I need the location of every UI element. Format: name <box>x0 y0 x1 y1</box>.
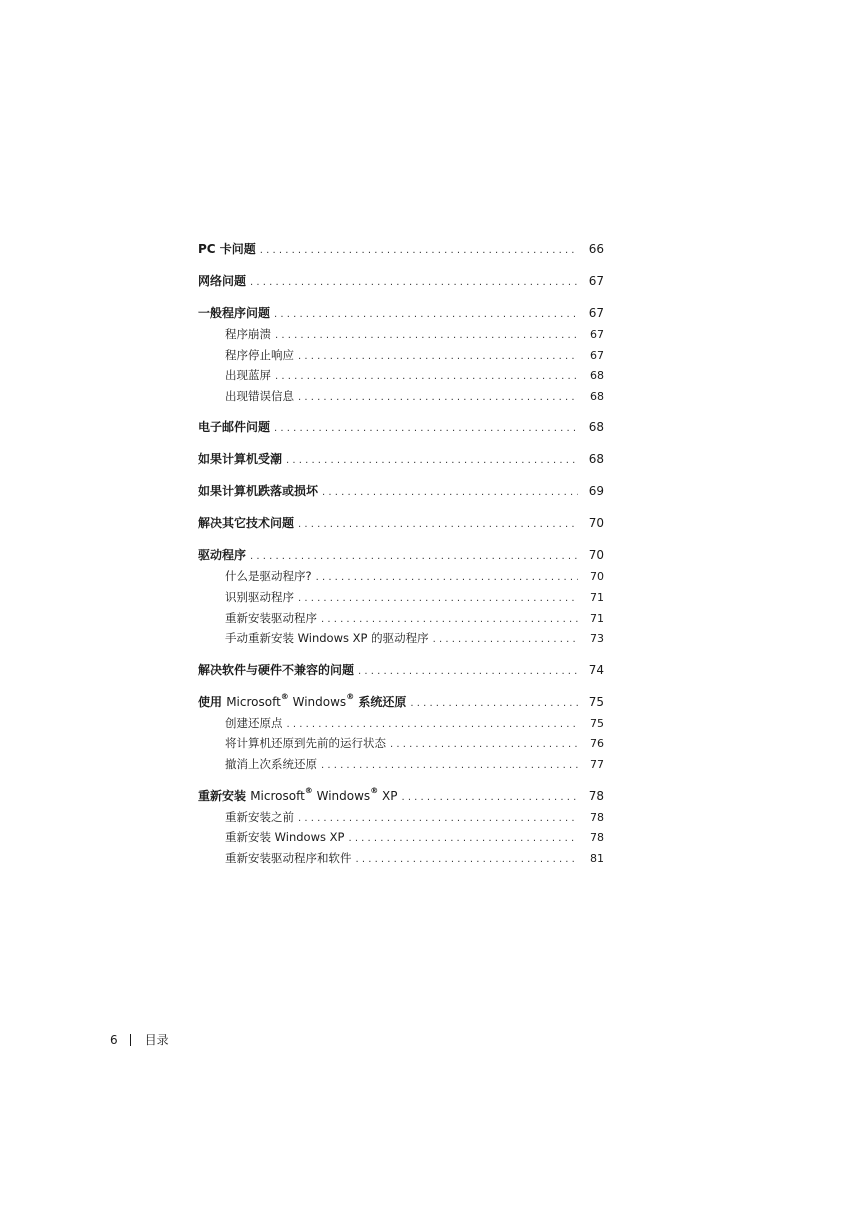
dot-leader <box>321 760 578 771</box>
toc-entry-title-part: XP <box>378 788 398 803</box>
dot-leader <box>298 813 578 824</box>
toc-entry-title: 如果计算机受潮 <box>198 450 286 467</box>
dot-leader <box>401 792 578 803</box>
toc-subentry-title: 重新安装之前 <box>225 809 298 825</box>
toc-subentry-page: 67 <box>590 348 604 362</box>
toc-entry[interactable] <box>198 304 604 326</box>
toc-entry-page: 70 <box>588 548 604 563</box>
dot-leader <box>316 572 578 583</box>
toc-subentry-title: 手动重新安装 Windows XP 的驱动程序 <box>225 630 433 646</box>
toc-subentry-page: 76 <box>590 737 604 751</box>
dot-leader <box>410 698 578 709</box>
footer-divider <box>130 1034 131 1046</box>
toc-subentry-title: 程序停止响应 <box>225 347 298 363</box>
toc-entry-page: 74 <box>588 662 604 677</box>
toc-entry-title-part: Microsoft <box>250 788 305 803</box>
table-of-contents <box>198 240 604 870</box>
toc-entry[interactable] <box>198 514 604 536</box>
toc-subentry[interactable] <box>198 809 604 830</box>
dot-leader <box>321 614 578 625</box>
dot-leader <box>286 455 578 466</box>
toc-subentry[interactable] <box>198 715 604 736</box>
section-name: 目录 <box>144 1033 169 1047</box>
toc-entry-page: 67 <box>588 306 604 320</box>
toc-subentry-title: 识别驱动程序 <box>225 589 298 605</box>
dot-leader <box>298 593 578 604</box>
toc-entry-title: 网络问题 <box>198 272 250 289</box>
dot-leader <box>390 739 578 750</box>
toc-subentry-title: 出现蓝屏 <box>225 367 275 383</box>
registered-mark: ® <box>280 692 289 701</box>
toc-subentry-title: 重新安装 Windows XP <box>225 829 348 845</box>
toc-subentry[interactable] <box>198 756 604 777</box>
toc-entry-page: 66 <box>588 242 604 256</box>
toc-subentry-title: 出现错误信息 <box>225 388 298 404</box>
toc-subentry[interactable] <box>198 630 604 651</box>
toc-entry-page: 68 <box>588 452 604 467</box>
toc-entry-title: 一般程序问题 <box>198 304 274 321</box>
toc-subentry[interactable] <box>198 388 604 409</box>
toc-entry[interactable] <box>198 240 604 262</box>
dot-leader <box>298 519 578 530</box>
dot-leader <box>275 371 578 382</box>
toc-subentry-page: 73 <box>590 632 604 646</box>
toc-subentry-page: 68 <box>590 389 604 403</box>
toc-subentry-page: 78 <box>590 831 604 845</box>
toc-entry[interactable] <box>198 661 604 683</box>
dot-leader <box>260 245 578 256</box>
toc-entry-title-part: Windows <box>312 788 371 803</box>
toc-subentry[interactable] <box>198 610 604 631</box>
toc-entry[interactable] <box>198 450 604 472</box>
toc-subentry-page: 77 <box>590 757 604 771</box>
dot-leader <box>250 277 578 288</box>
toc-subentry[interactable] <box>198 367 604 388</box>
toc-entry-title-part: 使用 <box>198 694 227 709</box>
toc-entry[interactable] <box>198 693 604 715</box>
toc-subentry-page: 68 <box>590 369 604 383</box>
dot-leader <box>274 423 578 434</box>
toc-entry-page: 69 <box>588 484 604 499</box>
toc-subentry-title: 撤消上次系统还原 <box>225 756 321 772</box>
toc-entry-page: 67 <box>588 274 604 288</box>
toc-subentry-title: 将计算机还原到先前的运行状态 <box>225 735 390 751</box>
toc-subentry-title: 什么是驱动程序? <box>225 568 316 584</box>
toc-subentry[interactable] <box>198 326 604 347</box>
toc-entry-title: 如果计算机跌落或损坏 <box>198 482 322 499</box>
toc-subentry-title: 程序崩溃 <box>225 326 275 342</box>
dot-leader <box>356 854 579 865</box>
toc-subentry[interactable] <box>198 735 604 756</box>
registered-mark: ® <box>370 786 379 795</box>
toc-subentry[interactable] <box>198 347 604 368</box>
toc-entry-title-part: 系统还原 <box>354 694 407 709</box>
toc-entry-title <box>198 787 401 804</box>
toc-entry-title: 解决软件与硬件不兼容的问题 <box>198 661 358 678</box>
toc-entry-title: 电子邮件问题 <box>198 418 274 435</box>
toc-subentry[interactable] <box>198 589 604 610</box>
dot-leader <box>287 719 579 730</box>
dot-leader <box>298 351 578 362</box>
toc-subentry-title: 重新安装驱动程序和软件 <box>225 850 356 866</box>
toc-subentry-page: 75 <box>590 716 604 730</box>
toc-entry[interactable] <box>198 272 604 294</box>
dot-leader <box>348 833 578 844</box>
dot-leader <box>358 666 578 677</box>
toc-entry-page: 75 <box>588 694 604 709</box>
dot-leader <box>275 330 578 341</box>
toc-entry-page: 70 <box>588 516 604 531</box>
toc-entry[interactable] <box>198 787 604 809</box>
toc-entry-page: 68 <box>588 420 604 435</box>
toc-subentry[interactable] <box>198 850 604 871</box>
toc-entry-title: 驱动程序 <box>198 546 250 563</box>
toc-entry-title: PC 卡问题 <box>198 240 260 257</box>
toc-subentry-page: 81 <box>590 851 604 865</box>
toc-subentry-title: 创建还原点 <box>225 715 287 731</box>
toc-subentry-page: 78 <box>590 810 604 824</box>
toc-subentry-page: 71 <box>590 611 604 625</box>
page-footer <box>110 1031 169 1048</box>
registered-mark: ® <box>304 786 313 795</box>
registered-mark: ® <box>346 692 355 701</box>
toc-entry-title-part: Microsoft <box>226 694 281 709</box>
dot-leader <box>274 309 578 320</box>
toc-entry[interactable] <box>198 418 604 440</box>
toc-entry-title: 解决其它技术问题 <box>198 514 298 531</box>
toc-subentry-title: 重新安装驱动程序 <box>225 610 321 626</box>
toc-entry-title <box>198 693 410 710</box>
toc-entry[interactable] <box>198 482 604 504</box>
toc-entry-title-part: 重新安装 <box>198 788 251 803</box>
toc-subentry[interactable] <box>198 568 604 589</box>
toc-subentry-page: 70 <box>590 570 604 584</box>
toc-entry-page: 78 <box>588 788 604 803</box>
toc-subentry[interactable] <box>198 829 604 850</box>
dot-leader <box>322 487 578 498</box>
dot-leader <box>298 392 578 403</box>
page-number: 6 <box>110 1032 118 1047</box>
dot-leader <box>250 551 578 562</box>
toc-entry[interactable] <box>198 546 604 568</box>
dot-leader <box>433 634 578 645</box>
toc-subentry-page: 71 <box>590 590 604 604</box>
toc-subentry-page: 67 <box>590 328 604 341</box>
toc-entry-title-part: Windows <box>288 694 347 709</box>
